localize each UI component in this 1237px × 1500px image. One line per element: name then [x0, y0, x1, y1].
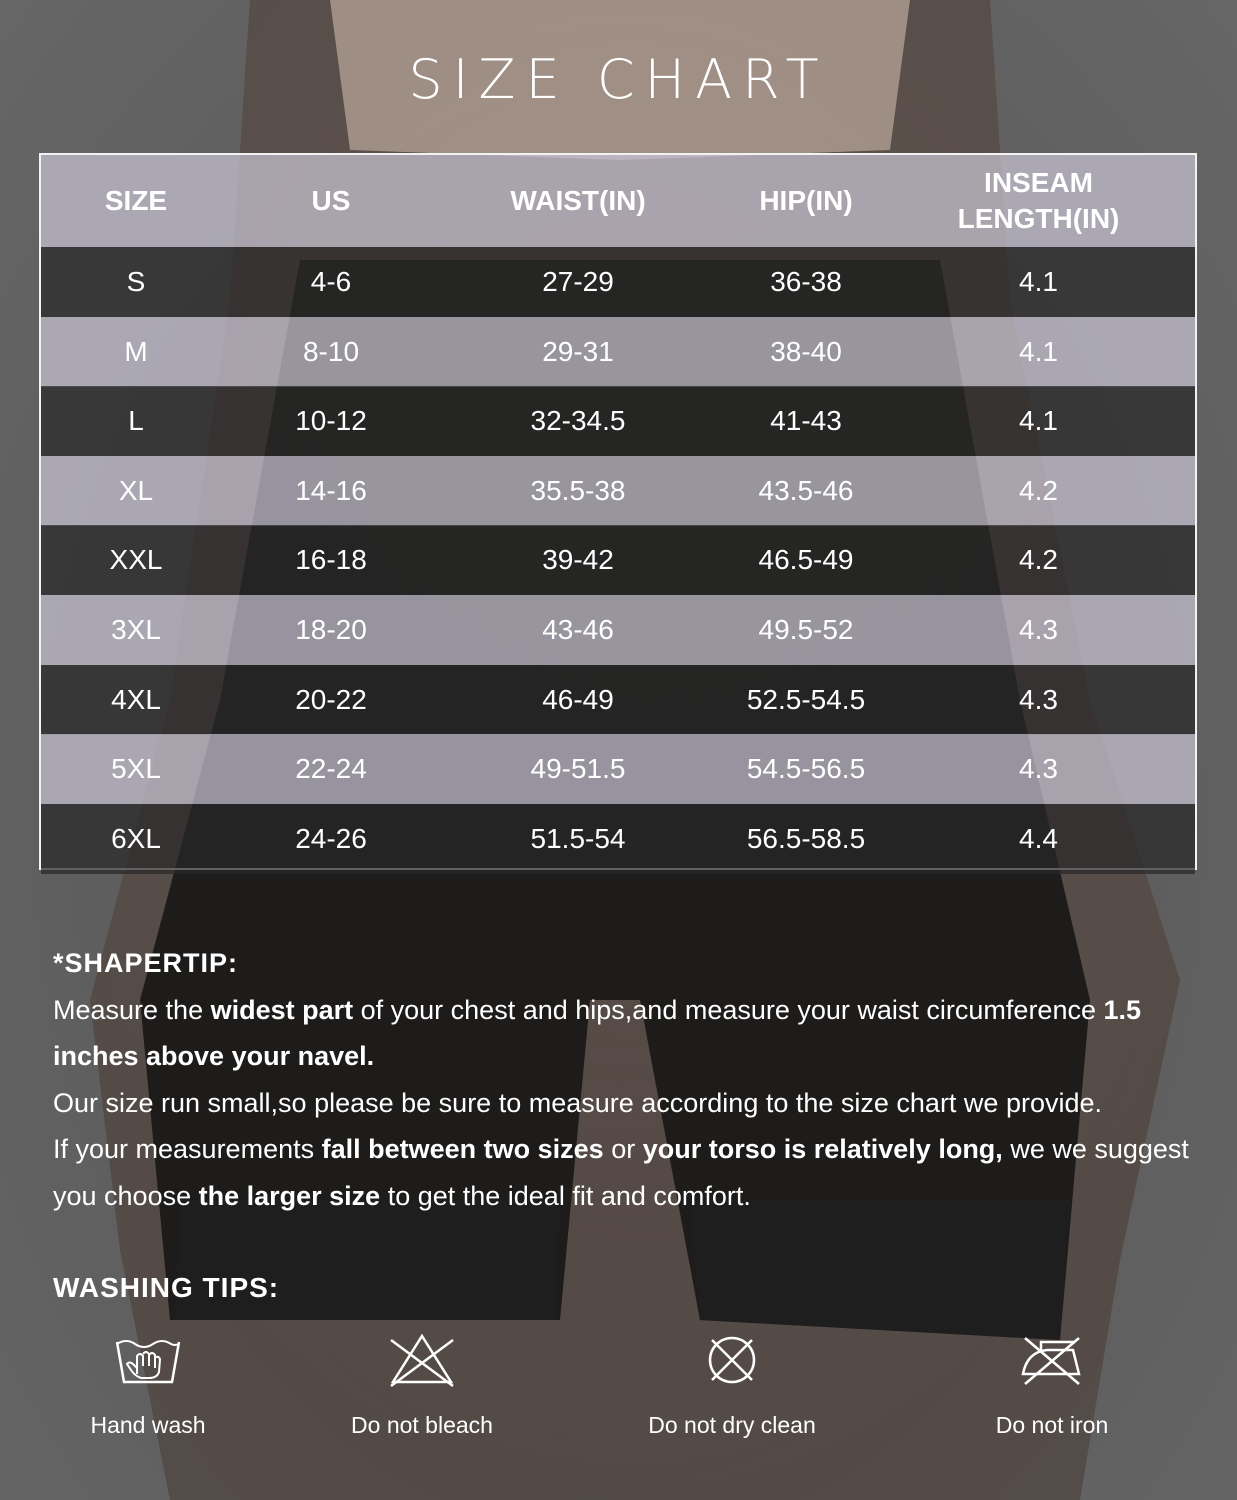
shapertip-heading: *SHAPERTIP: [53, 948, 239, 978]
cell-hip: 38-40 [770, 335, 842, 367]
care-do-not-dry-clean [602, 1330, 862, 1439]
cell-hip: 54.5-56.5 [746, 753, 866, 785]
cell-inseam: 4.2 [1019, 474, 1058, 506]
cell-waist: 46-49 [542, 683, 614, 715]
cell-inseam: 4.3 [1019, 614, 1058, 645]
shapertip-paragraph-1 [53, 987, 1223, 1080]
text: If your measurements [53, 1134, 322, 1164]
table-row [41, 595, 1195, 665]
emphasis: the larger size [198, 1180, 381, 1211]
shapertip-paragraph-2: Our size run small,so please be sure to measure according to the size chart we provide. [53, 1087, 1103, 1118]
cell-size: XL [118, 474, 154, 506]
cell-us: 10-12 [295, 405, 367, 437]
emphasis: 1.5 inches above your navel. [53, 994, 1142, 1071]
cell-hip: 56.5-58.5 [746, 822, 866, 854]
cell-us: 20-22 [295, 683, 367, 715]
care-do-not-bleach [292, 1330, 552, 1439]
text: to get the ideal fit and comfort. [380, 1180, 751, 1211]
cell-size: 6XL [111, 822, 161, 854]
emphasis: fall between two sizes [321, 1134, 604, 1164]
text: of your chest and hips,and measure your waist circumference [353, 994, 1104, 1025]
cell-hip: 41-43 [770, 405, 842, 437]
emphasis: your torso is relatively long, [642, 1134, 1003, 1164]
table-row [41, 665, 1195, 735]
shapertip-paragraph-3 [53, 1126, 1223, 1219]
cell-waist: 35.5-38 [530, 474, 626, 506]
table-row [41, 317, 1195, 387]
header-hip: HIP(IN) [759, 185, 853, 216]
cell-size: L [128, 405, 144, 437]
cell-inseam: 4.1 [1019, 266, 1058, 297]
cell-size: 5XL [111, 753, 161, 785]
cell-waist: 27-29 [542, 266, 614, 297]
care-hand-wash [18, 1330, 278, 1439]
cell-size: 3XL [111, 614, 161, 645]
do-not-dry-clean-icon [697, 1330, 767, 1390]
table-row [41, 804, 1195, 874]
care-label: Hand wash [90, 1412, 206, 1438]
table-row [41, 386, 1195, 456]
text: we we suggest you choose [53, 1134, 1189, 1211]
cell-hip: 52.5-54.5 [746, 683, 866, 715]
care-label: Do not iron [995, 1412, 1109, 1438]
table-row [41, 247, 1195, 317]
header-us: US [311, 185, 351, 216]
cell-us: 22-24 [295, 753, 367, 785]
cell-us: 14-16 [295, 474, 367, 506]
text: or [603, 1134, 643, 1164]
table-row [41, 456, 1195, 526]
cell-size: S [126, 266, 146, 297]
cell-hip: 49.5-52 [758, 614, 854, 645]
care-do-not-iron [922, 1330, 1182, 1439]
cell-size: M [124, 335, 148, 367]
cell-waist: 49-51.5 [530, 753, 626, 785]
header-size: SIZE [104, 185, 168, 216]
cell-waist: 32-34.5 [530, 405, 626, 437]
cell-waist: 39-42 [542, 544, 614, 576]
table-header [41, 155, 1195, 247]
cell-hip: 46.5-49 [758, 544, 854, 576]
cell-inseam: 4.4 [1019, 822, 1058, 854]
cell-inseam: 4.3 [1019, 753, 1058, 785]
cell-us: 8-10 [302, 335, 360, 367]
cell-waist: 51.5-54 [530, 822, 626, 854]
cell-inseam: 4.2 [1019, 544, 1058, 576]
cell-inseam: 4.1 [1019, 335, 1058, 367]
page-title: SIZE CHART [408, 48, 829, 111]
hand-wash-icon [113, 1330, 183, 1390]
cell-us: 24-26 [295, 822, 367, 854]
cell-size: XXL [109, 544, 163, 576]
cell-hip: 43.5-46 [758, 474, 854, 506]
care-label: Do not bleach [351, 1412, 493, 1438]
cell-inseam: 4.1 [1019, 405, 1058, 437]
cell-hip: 36-38 [770, 266, 842, 297]
size-table [39, 153, 1197, 870]
shapertip-section [53, 940, 1223, 1219]
table-row [41, 734, 1195, 804]
text: Measure the [53, 994, 211, 1025]
cell-size: 4XL [111, 683, 161, 715]
table-row [41, 525, 1195, 595]
care-label: Do not dry clean [648, 1412, 816, 1438]
do-not-iron-icon [1017, 1330, 1087, 1390]
cell-waist: 29-31 [542, 335, 614, 367]
cell-us: 18-20 [295, 614, 367, 645]
header-inseam: INSEAM LENGTH(IN) [957, 167, 1120, 234]
do-not-bleach-icon [387, 1330, 457, 1390]
cell-waist: 43-46 [542, 614, 614, 645]
cell-us: 16-18 [295, 544, 367, 576]
washing-tips-heading: WASHING TIPS: [53, 1272, 280, 1303]
header-waist: WAIST(IN) [510, 185, 646, 216]
cell-us: 4-6 [310, 266, 352, 297]
emphasis: widest part [210, 994, 354, 1025]
cell-inseam: 4.3 [1019, 683, 1058, 715]
